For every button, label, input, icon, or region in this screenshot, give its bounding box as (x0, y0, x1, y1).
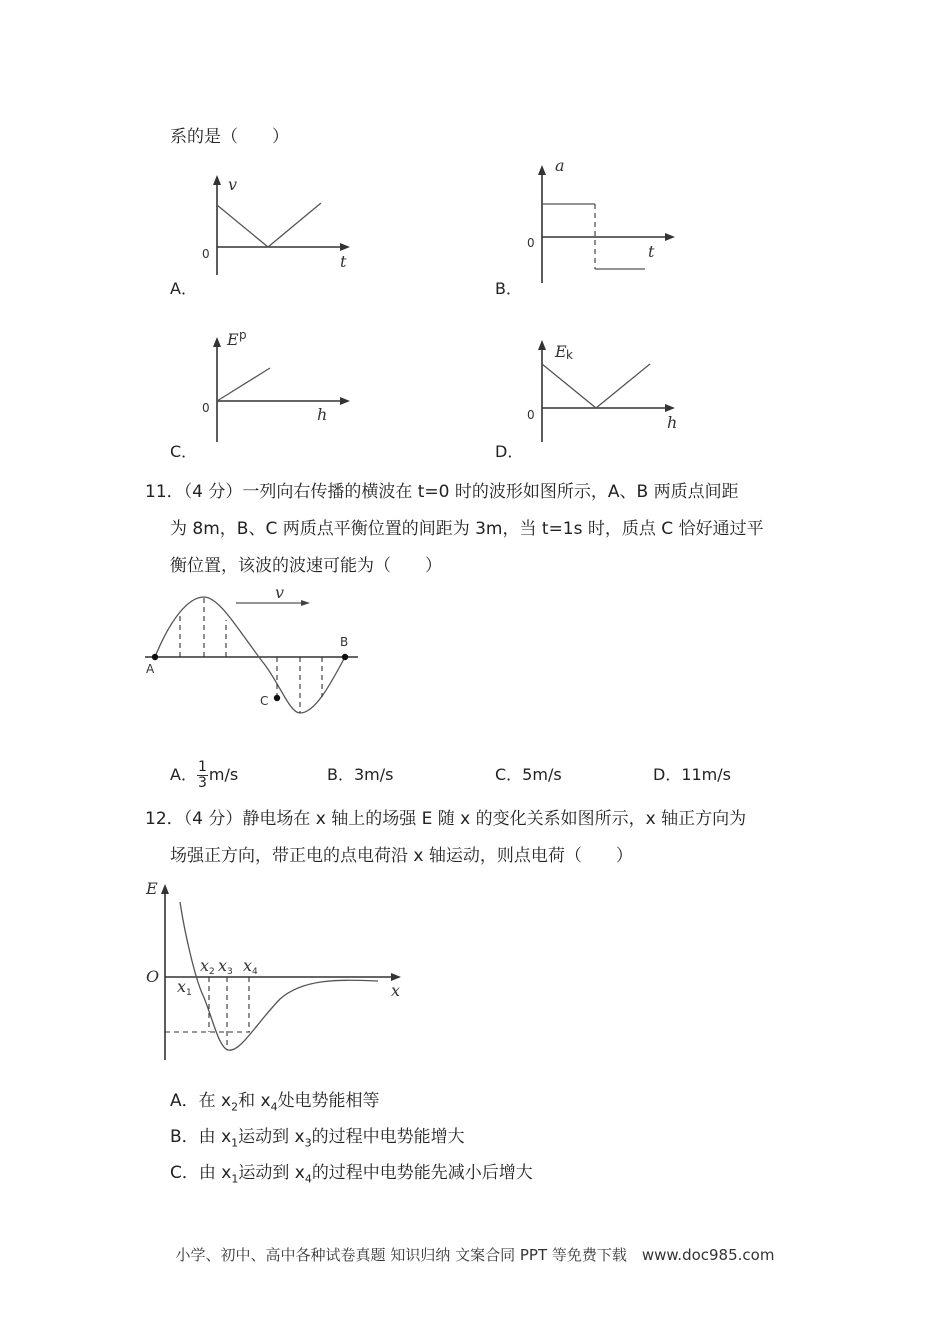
wave-v-label: v (275, 583, 285, 602)
q12-field-figure (140, 875, 410, 1065)
q10-graph-c (190, 320, 360, 445)
field-x3-label: x (218, 956, 228, 975)
graph-c-y-label: E (227, 330, 239, 349)
q12-option-a: A．在 $x_2$和 $x_4$处电势能相等 (170, 1091, 380, 1114)
graph-b-origin: 0 (527, 236, 535, 250)
field-origin: O (146, 967, 160, 986)
graph-c-origin: 0 (202, 401, 210, 415)
field-x4-label: x (243, 956, 253, 975)
fraction-denominator: 3 (197, 775, 207, 791)
graph-a-y-label: v (228, 175, 238, 194)
q10-stem-tail: 系的是（ ） (170, 127, 289, 147)
graph-d-y-label: E (555, 342, 567, 361)
graph-c-y-sub: p (239, 328, 247, 342)
q12-option-c: C．由 $x_1$运动到 $x_4$的过程中电势能先减小后增大 (170, 1163, 533, 1186)
q11-option-a-fraction (197, 760, 208, 791)
graph-c-x-label: h (317, 405, 328, 424)
field-x-label: x (391, 981, 401, 1000)
q10-graph-d (515, 330, 685, 445)
graph-b-y-label: a (555, 156, 565, 175)
graph-a-origin: 0 (202, 247, 210, 261)
graph-d-y-sub: k (566, 348, 573, 362)
graph-a-x-label: t (340, 252, 347, 271)
field-x3-sub: 3 (227, 967, 233, 977)
q10-option-d: D． (495, 442, 524, 461)
q11-option-d: D．11m/s (653, 765, 731, 784)
q11-stem-line3: 衡位置，该波的波速可能为（ ） (170, 556, 442, 576)
field-x2-sub: 2 (209, 967, 215, 977)
q11-stem-line1: 11．（4 分）一列向右传播的横波在 t=0 时的波形如图所示，A、B 两质点间距 (145, 482, 739, 502)
wave-point-a: A (146, 662, 155, 676)
q10-graph-a (190, 170, 360, 280)
field-x2-label: x (200, 956, 210, 975)
q11-wave-figure (140, 585, 370, 720)
q11-option-a-prefix: A． (170, 765, 197, 784)
field-x1-label: x (177, 977, 187, 996)
q10-option-c: C． (170, 442, 198, 461)
fraction-numerator: 1 (197, 759, 207, 775)
q11-option-b: B．3m/s (327, 765, 394, 784)
field-x4-sub: 4 (252, 967, 258, 977)
graph-d-origin: 0 (527, 408, 535, 422)
q11-option-a (170, 760, 238, 791)
q12-option-b: B．由 $x_1$运动到 $x_3$的过程中电势能增大 (170, 1127, 465, 1150)
page-footer: 小学、初中、高中各种试卷真题 知识归纳 文案合同 PPT 等免费下载 www.doc985.com (175, 1246, 775, 1264)
q10-option-a: A． (170, 279, 197, 298)
field-x1-sub: 1 (186, 988, 192, 998)
q10-option-b: B． (495, 279, 522, 298)
q11-option-a-unit: m/s (208, 765, 239, 784)
q12-stem-line1: 12．（4 分）静电场在 x 轴上的场强 E 随 x 的变化关系如图所示，x 轴正方向为 (145, 809, 747, 829)
wave-point-b: B (340, 635, 349, 649)
field-y-label: E (146, 879, 158, 898)
q11-option-c: C．5m/s (495, 765, 562, 784)
q10-graph-b (515, 155, 685, 285)
graph-d-x-label: h (667, 413, 678, 432)
q11-stem-line2: 为 8m，B、C 两质点平衡位置的间距为 3m，当 t=1s 时，质点 C 恰好通过平 (170, 519, 764, 539)
wave-point-c: C (260, 694, 269, 708)
q12-stem-line2: 场强正方向，带正电的点电荷沿 x 轴运动，则点电荷（ ） (170, 846, 633, 866)
graph-b-x-label: t (648, 242, 655, 261)
